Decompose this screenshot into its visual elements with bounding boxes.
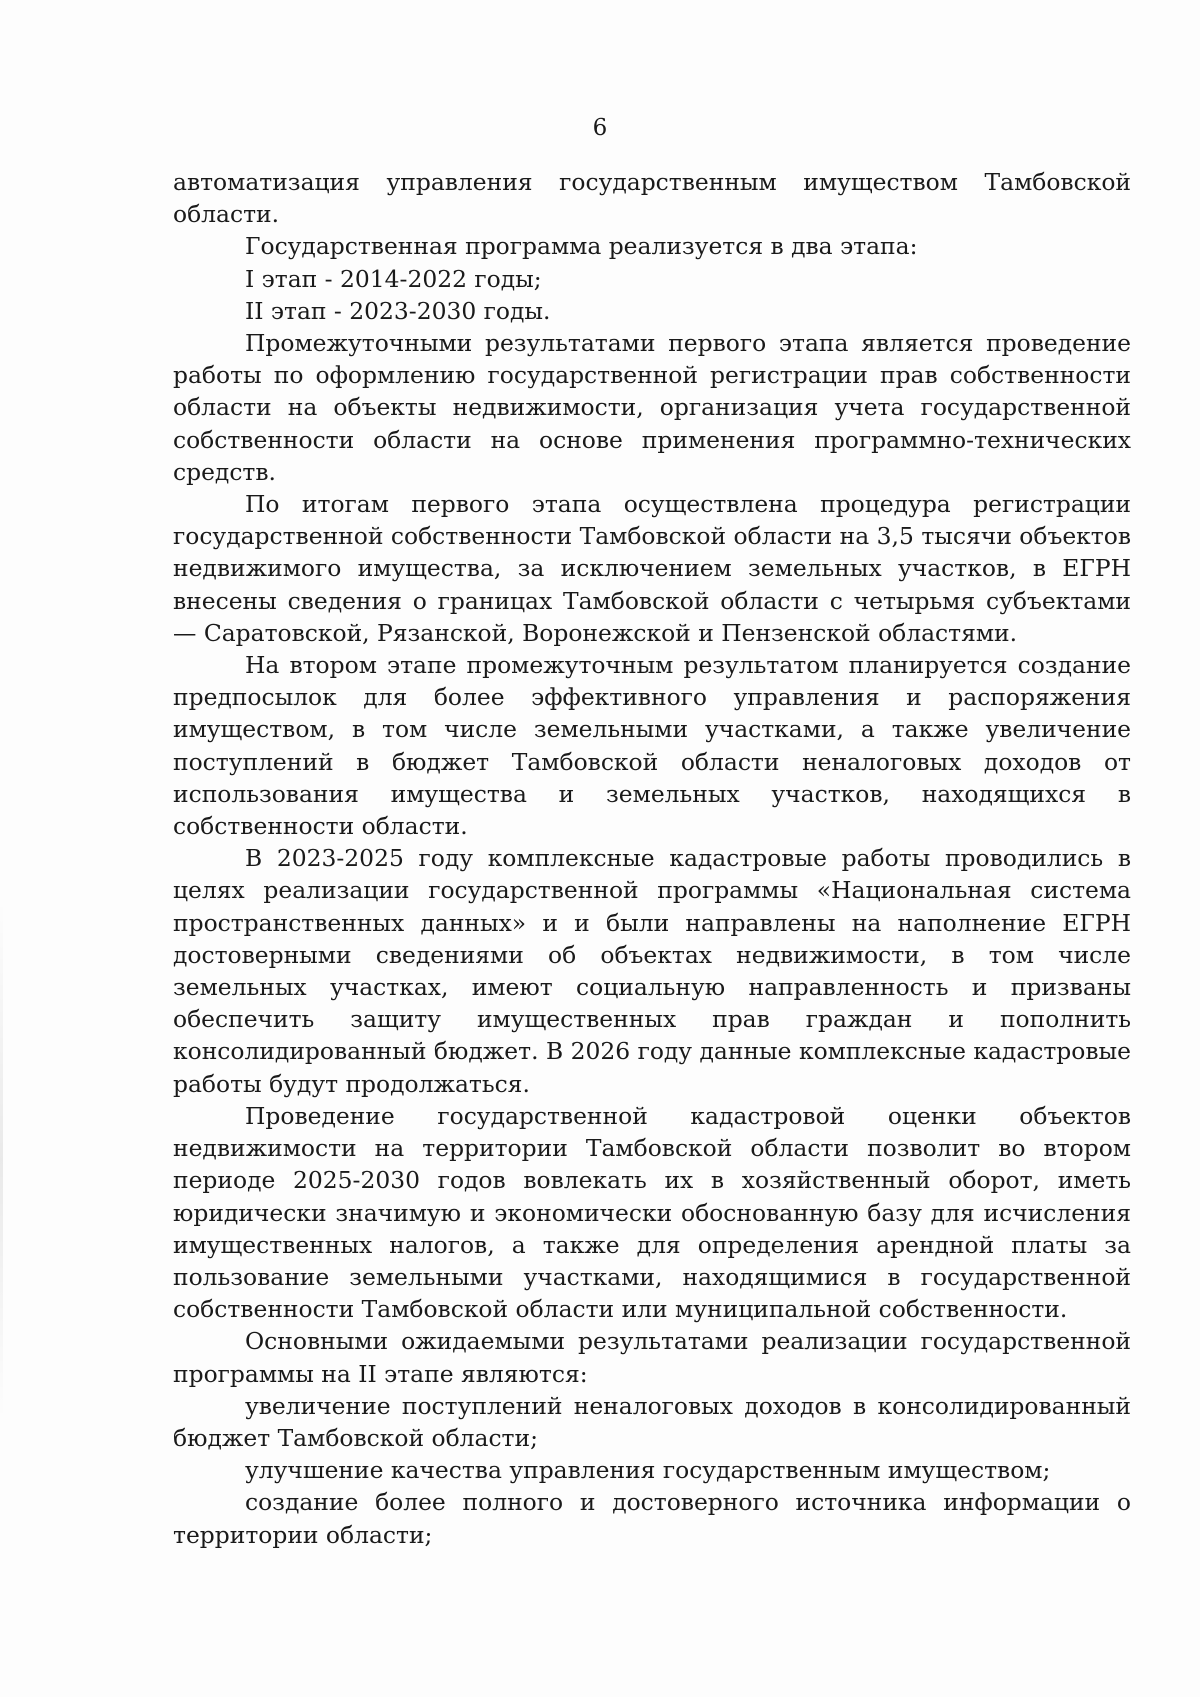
paragraph-stage-2-plans: На втором этапе промежуточным результатом планируется создание предпосылок для более эффективного управления и распоряжения имуществом, в том числе земельными участками, а также увеличение поступлений в бюджет Тамбовской области неналоговых доходов от использования имущества и земельных участков, находящихся в собственности области. [173, 651, 1131, 841]
paragraph-continuation: автоматизация управления государственным имуществом Тамбовской области. [173, 168, 1131, 229]
scan-edge-shadow [0, 900, 3, 1420]
page-number: 6 [592, 115, 608, 141]
paragraph-cadastral-valuation: Проведение государственной кадастровой оценки объектов недвижимости на территории Тамбовской области позволит во втором периоде 2025-2030 годов вовлекать их в хозяйственный оборот, иметь юридически значимую и экономически обоснованную базу для исчисления имущественных налогов, а также для определения арендной платы за пользование земельными участками, находящимися в государственной собственности Тамбовской области или муниципальной собственности. [173, 1101, 1131, 1324]
paragraph-intermediate-results-stage-1: Промежуточными результатами первого этапа является проведение работы по оформлению государственной регистрации прав собственности области на объекты недвижимости, организация учета государственной собственности области на основе применения программно-технических средств. [173, 329, 1131, 486]
list-item-information-source: создание более полного и достоверного источника информации о территории области; [173, 1488, 1131, 1549]
paragraph-stage-2: II этап - 2023-2030 годы. [245, 296, 551, 325]
paragraph-expected-results-intro: Основными ожидаемыми результатами реализации государственной программы на II этапе являются: [173, 1327, 1131, 1388]
paragraph-stage-1-outcomes: По итогам первого этапа осуществлена процедура регистрации государственной собственности Тамбовской области на 3,5 тысячи объектов недвижимого имущества, за исключением земельных участков, в ЕГРН внесены сведения о границах Тамбовской области с четырьмя субъектами — Саратовской, Рязанской, Воронежской и Пензенской областями. [173, 490, 1131, 647]
paragraph-cadastral-works: В 2023-2025 году комплексные кадастровые работы проводились в целях реализации государственной программы «Национальная система пространственных данных» и и были направлены на наполнение ЕГРН достоверными сведениями об объектах недвижимости, в том числе земельных участках, имеют социальную направленность и призваны обеспечить защиту имущественных прав граждан и пополнить консолидированный бюджет. В 2026 году данные комплексные кадастровые работы будут продолжаться. [173, 844, 1131, 1098]
paragraph-stage-1: I этап - 2014-2022 годы; [245, 264, 542, 293]
list-item-revenue-increase: увеличение поступлений неналоговых доходов в консолидированный бюджет Тамбовской области; [173, 1391, 1131, 1452]
list-item-management-quality: улучшение качества управления государственным имуществом; [245, 1456, 1051, 1485]
paragraph-stages-intro: Государственная программа реализуется в два этапа: [245, 232, 918, 261]
document-body [173, 166, 1131, 1551]
